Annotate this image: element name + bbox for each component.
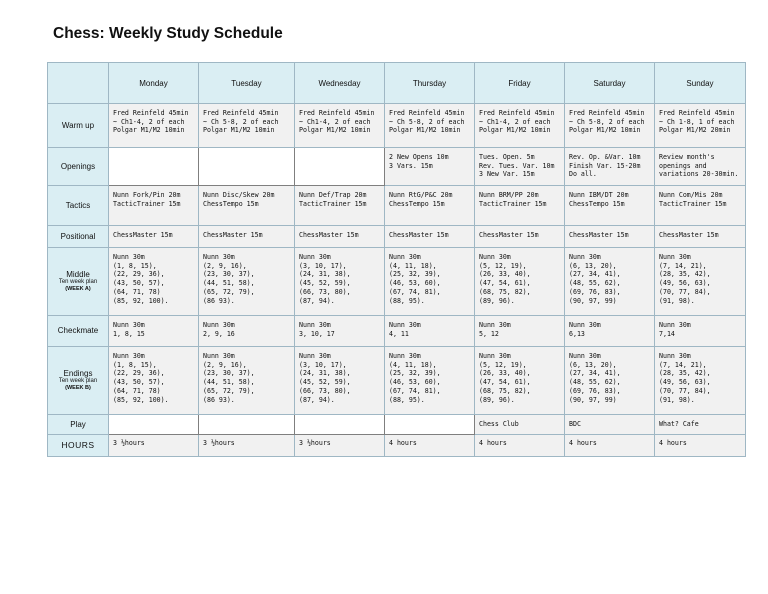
- cell-checkmate-tuesday: Nunn 30m 2, 9, 16: [199, 316, 295, 347]
- schedule-body: [48, 104, 746, 457]
- cell-warm-up-sunday: Fred Reinfeld 45min ~ Ch 1-8, 1 of each Polgar M1/M2 20min: [655, 104, 746, 148]
- schedule-table: [47, 62, 746, 457]
- row-tactics: [48, 186, 746, 226]
- cell-positional-wednesday: ChessMaster 15m: [295, 226, 385, 248]
- row-label-positional: [48, 226, 109, 248]
- cell-openings-tuesday: [199, 148, 295, 186]
- row-label-text: Tactics: [65, 200, 91, 210]
- cell-warm-up-wednesday: Fred Reinfeld 45min ~ Ch1-4, 2 of each Polgar M1/M2 10min: [295, 104, 385, 148]
- row-label-week: (WEEK A): [65, 286, 91, 293]
- row-label-text: Checkmate: [57, 326, 99, 336]
- cell-checkmate-sunday: Nunn 30m 7,14: [655, 316, 746, 347]
- row-label-tactics: [48, 186, 109, 226]
- cell-warm-up-friday: Fred Reinfeld 45min ~ Ch1-4, 2 of each Polgar M1/M2 10min: [475, 104, 565, 148]
- cell-tactics-friday: Nunn BRM/PP 20m TacticTrainer 15m: [475, 186, 565, 226]
- day-header-sunday: Sunday: [655, 63, 746, 104]
- row-label-week: (WEEK B): [65, 385, 91, 392]
- cell-hours-friday: 4 hours: [475, 435, 565, 457]
- cell-checkmate-monday: Nunn 30m 1, 8, 15: [109, 316, 199, 347]
- row-openings: [48, 148, 746, 186]
- cell-endings-friday: Nunn 30m (5, 12, 19), (26, 33, 40), (47, 54, 61), (68, 75, 82), (89, 96).: [475, 347, 565, 415]
- row-endings: [48, 347, 746, 415]
- cell-positional-thursday: ChessMaster 15m: [385, 226, 475, 248]
- cell-hours-monday: 3 ½hours: [109, 435, 199, 457]
- cell-checkmate-saturday: Nunn 30m 6,13: [565, 316, 655, 347]
- cell-play-friday: Chess Club: [475, 415, 565, 435]
- cell-positional-sunday: ChessMaster 15m: [655, 226, 746, 248]
- row-label-text: Warm up: [61, 120, 95, 130]
- cell-hours-sunday: 4 hours: [655, 435, 746, 457]
- day-header-thursday: Thursday: [385, 63, 475, 104]
- cell-tactics-tuesday: Nunn Disc/Skew 20m ChessTempo 15m: [199, 186, 295, 226]
- cell-tactics-thursday: Nunn RtG/P&C 20m ChessTempo 15m: [385, 186, 475, 226]
- row-label-text: Play: [70, 419, 86, 429]
- cell-openings-saturday: Rev. Op. &Var. 10m Finish Var. 15-20m Do all.: [565, 148, 655, 186]
- row-label-warm-up: [48, 104, 109, 148]
- page-title: Chess: Weekly Study Schedule: [53, 25, 283, 42]
- row-positional: [48, 226, 746, 248]
- row-label-openings: [48, 148, 109, 186]
- day-header-monday: Monday: [109, 63, 199, 104]
- cell-endings-sunday: Nunn 30m (7, 14, 21), (28, 35, 42), (49, 56, 63), (70, 77, 84), (91, 98).: [655, 347, 746, 415]
- cell-middle-monday: Nunn 30m (1, 8, 15), (22, 29, 36), (43, 50, 57), (64, 71, 78) (85, 92, 100).: [109, 248, 199, 316]
- cell-play-monday: [109, 415, 199, 435]
- row-label-checkmate: [48, 316, 109, 347]
- day-header-friday: Friday: [475, 63, 565, 104]
- cell-openings-wednesday: [295, 148, 385, 186]
- cell-hours-wednesday: 3 ½hours: [295, 435, 385, 457]
- cell-checkmate-friday: Nunn 30m 5, 12: [475, 316, 565, 347]
- cell-endings-monday: Nunn 30m (1, 8, 15), (22, 29, 36), (43, 50, 57), (64, 71, 78) (85, 92, 100).: [109, 347, 199, 415]
- day-header-saturday: Saturday: [565, 63, 655, 104]
- cell-hours-saturday: 4 hours: [565, 435, 655, 457]
- cell-hours-thursday: 4 hours: [385, 435, 475, 457]
- cell-checkmate-thursday: Nunn 30m 4, 11: [385, 316, 475, 347]
- cell-warm-up-tuesday: Fred Reinfeld 45min ~ Ch 5-8, 2 of each Polgar M1/M2 10min: [199, 104, 295, 148]
- row-label-text: Middle: [66, 270, 90, 280]
- day-header-row: [48, 63, 746, 104]
- cell-endings-saturday: Nunn 30m (6, 13, 20), (27, 34, 41), (48, 55, 62), (69, 76, 83), (90, 97, 99): [565, 347, 655, 415]
- cell-warm-up-thursday: Fred Reinfeld 45min ~ Ch 5-8, 2 of each Polgar M1/M2 10min: [385, 104, 475, 148]
- row-label-endings: [48, 347, 109, 415]
- cell-openings-sunday: Review month's openings and variations 20-30min.: [655, 148, 746, 186]
- cell-tactics-monday: Nunn Fork/Pin 20m TacticTrainer 15m: [109, 186, 199, 226]
- cell-tactics-saturday: Nunn IBM/DT 20m ChessTempo 15m: [565, 186, 655, 226]
- row-label-text: Positional: [60, 231, 96, 241]
- row-label-text: HOURS: [61, 439, 95, 450]
- cell-warm-up-saturday: Fred Reinfeld 45min ~ Ch 5-8, 2 of each Polgar M1/M2 10min: [565, 104, 655, 148]
- row-label-hours: [48, 435, 109, 457]
- cell-openings-thursday: 2 New Opens 10m 3 Vars. 15m: [385, 148, 475, 186]
- cell-middle-tuesday: Nunn 30m (2, 9, 16), (23, 30, 37), (44, 51, 58), (65, 72, 79), (86 93).: [199, 248, 295, 316]
- cell-openings-friday: Tues. Open. 5m Rev. Tues. Var. 10m 3 New Var. 15m: [475, 148, 565, 186]
- day-header-tuesday: Tuesday: [199, 63, 295, 104]
- row-label-subtitle: Ten week plan: [58, 279, 98, 286]
- row-checkmate: [48, 316, 746, 347]
- cell-endings-tuesday: Nunn 30m (2, 9, 16), (23, 30, 37), (44, 51, 58), (65, 72, 79), (86 93).: [199, 347, 295, 415]
- row-label-text: Openings: [60, 161, 96, 171]
- cell-tactics-wednesday: Nunn Def/Trap 20m TacticTrainer 15m: [295, 186, 385, 226]
- cell-play-thursday: [385, 415, 475, 435]
- row-label-text: Endings: [63, 369, 93, 379]
- cell-middle-friday: Nunn 30m (5, 12, 19), (26, 33, 40), (47, 54, 61), (68, 75, 82), (89, 96).: [475, 248, 565, 316]
- cell-endings-thursday: Nunn 30m (4, 11, 18), (25, 32, 39), (46, 53, 60), (67, 74, 81), (88, 95).: [385, 347, 475, 415]
- cell-play-wednesday: [295, 415, 385, 435]
- day-header-wednesday: Wednesday: [295, 63, 385, 104]
- cell-middle-sunday: Nunn 30m (7, 14, 21), (28, 35, 42), (49, 56, 63), (70, 77, 84), (91, 98).: [655, 248, 746, 316]
- cell-middle-wednesday: Nunn 30m (3, 10, 17), (24, 31, 38), (45, 52, 59), (66, 73, 80), (87, 94).: [295, 248, 385, 316]
- row-label-subtitle: Ten week plan: [58, 378, 98, 385]
- cell-middle-thursday: Nunn 30m (4, 11, 18), (25, 32, 39), (46, 53, 60), (67, 74, 81), (88, 95).: [385, 248, 475, 316]
- cell-middle-saturday: Nunn 30m (6, 13, 20), (27, 34, 41), (48, 55, 62), (69, 76, 83), (90, 97, 99): [565, 248, 655, 316]
- cell-play-saturday: BDC: [565, 415, 655, 435]
- row-hours: [48, 435, 746, 457]
- cell-positional-tuesday: ChessMaster 15m: [199, 226, 295, 248]
- cell-positional-friday: ChessMaster 15m: [475, 226, 565, 248]
- cell-positional-monday: ChessMaster 15m: [109, 226, 199, 248]
- cell-checkmate-wednesday: Nunn 30m 3, 10, 17: [295, 316, 385, 347]
- row-play: [48, 415, 746, 435]
- row-middle: [48, 248, 746, 316]
- cell-hours-tuesday: 3 ½hours: [199, 435, 295, 457]
- cell-warm-up-monday: Fred Reinfeld 45min ~ Ch1-4, 2 of each Polgar M1/M2 10min: [109, 104, 199, 148]
- cell-openings-monday: [109, 148, 199, 186]
- cell-play-sunday: What? Cafe: [655, 415, 746, 435]
- cell-tactics-sunday: Nunn Com/Mis 20m TacticTrainer 15m: [655, 186, 746, 226]
- cell-play-tuesday: [199, 415, 295, 435]
- cell-positional-saturday: ChessMaster 15m: [565, 226, 655, 248]
- row-label-middle: [48, 248, 109, 316]
- corner-cell: [48, 63, 109, 104]
- cell-endings-wednesday: Nunn 30m (3, 10, 17), (24, 31, 38), (45, 52, 59), (66, 73, 80), (87, 94).: [295, 347, 385, 415]
- row-label-play: [48, 415, 109, 435]
- row-warm-up: [48, 104, 746, 148]
